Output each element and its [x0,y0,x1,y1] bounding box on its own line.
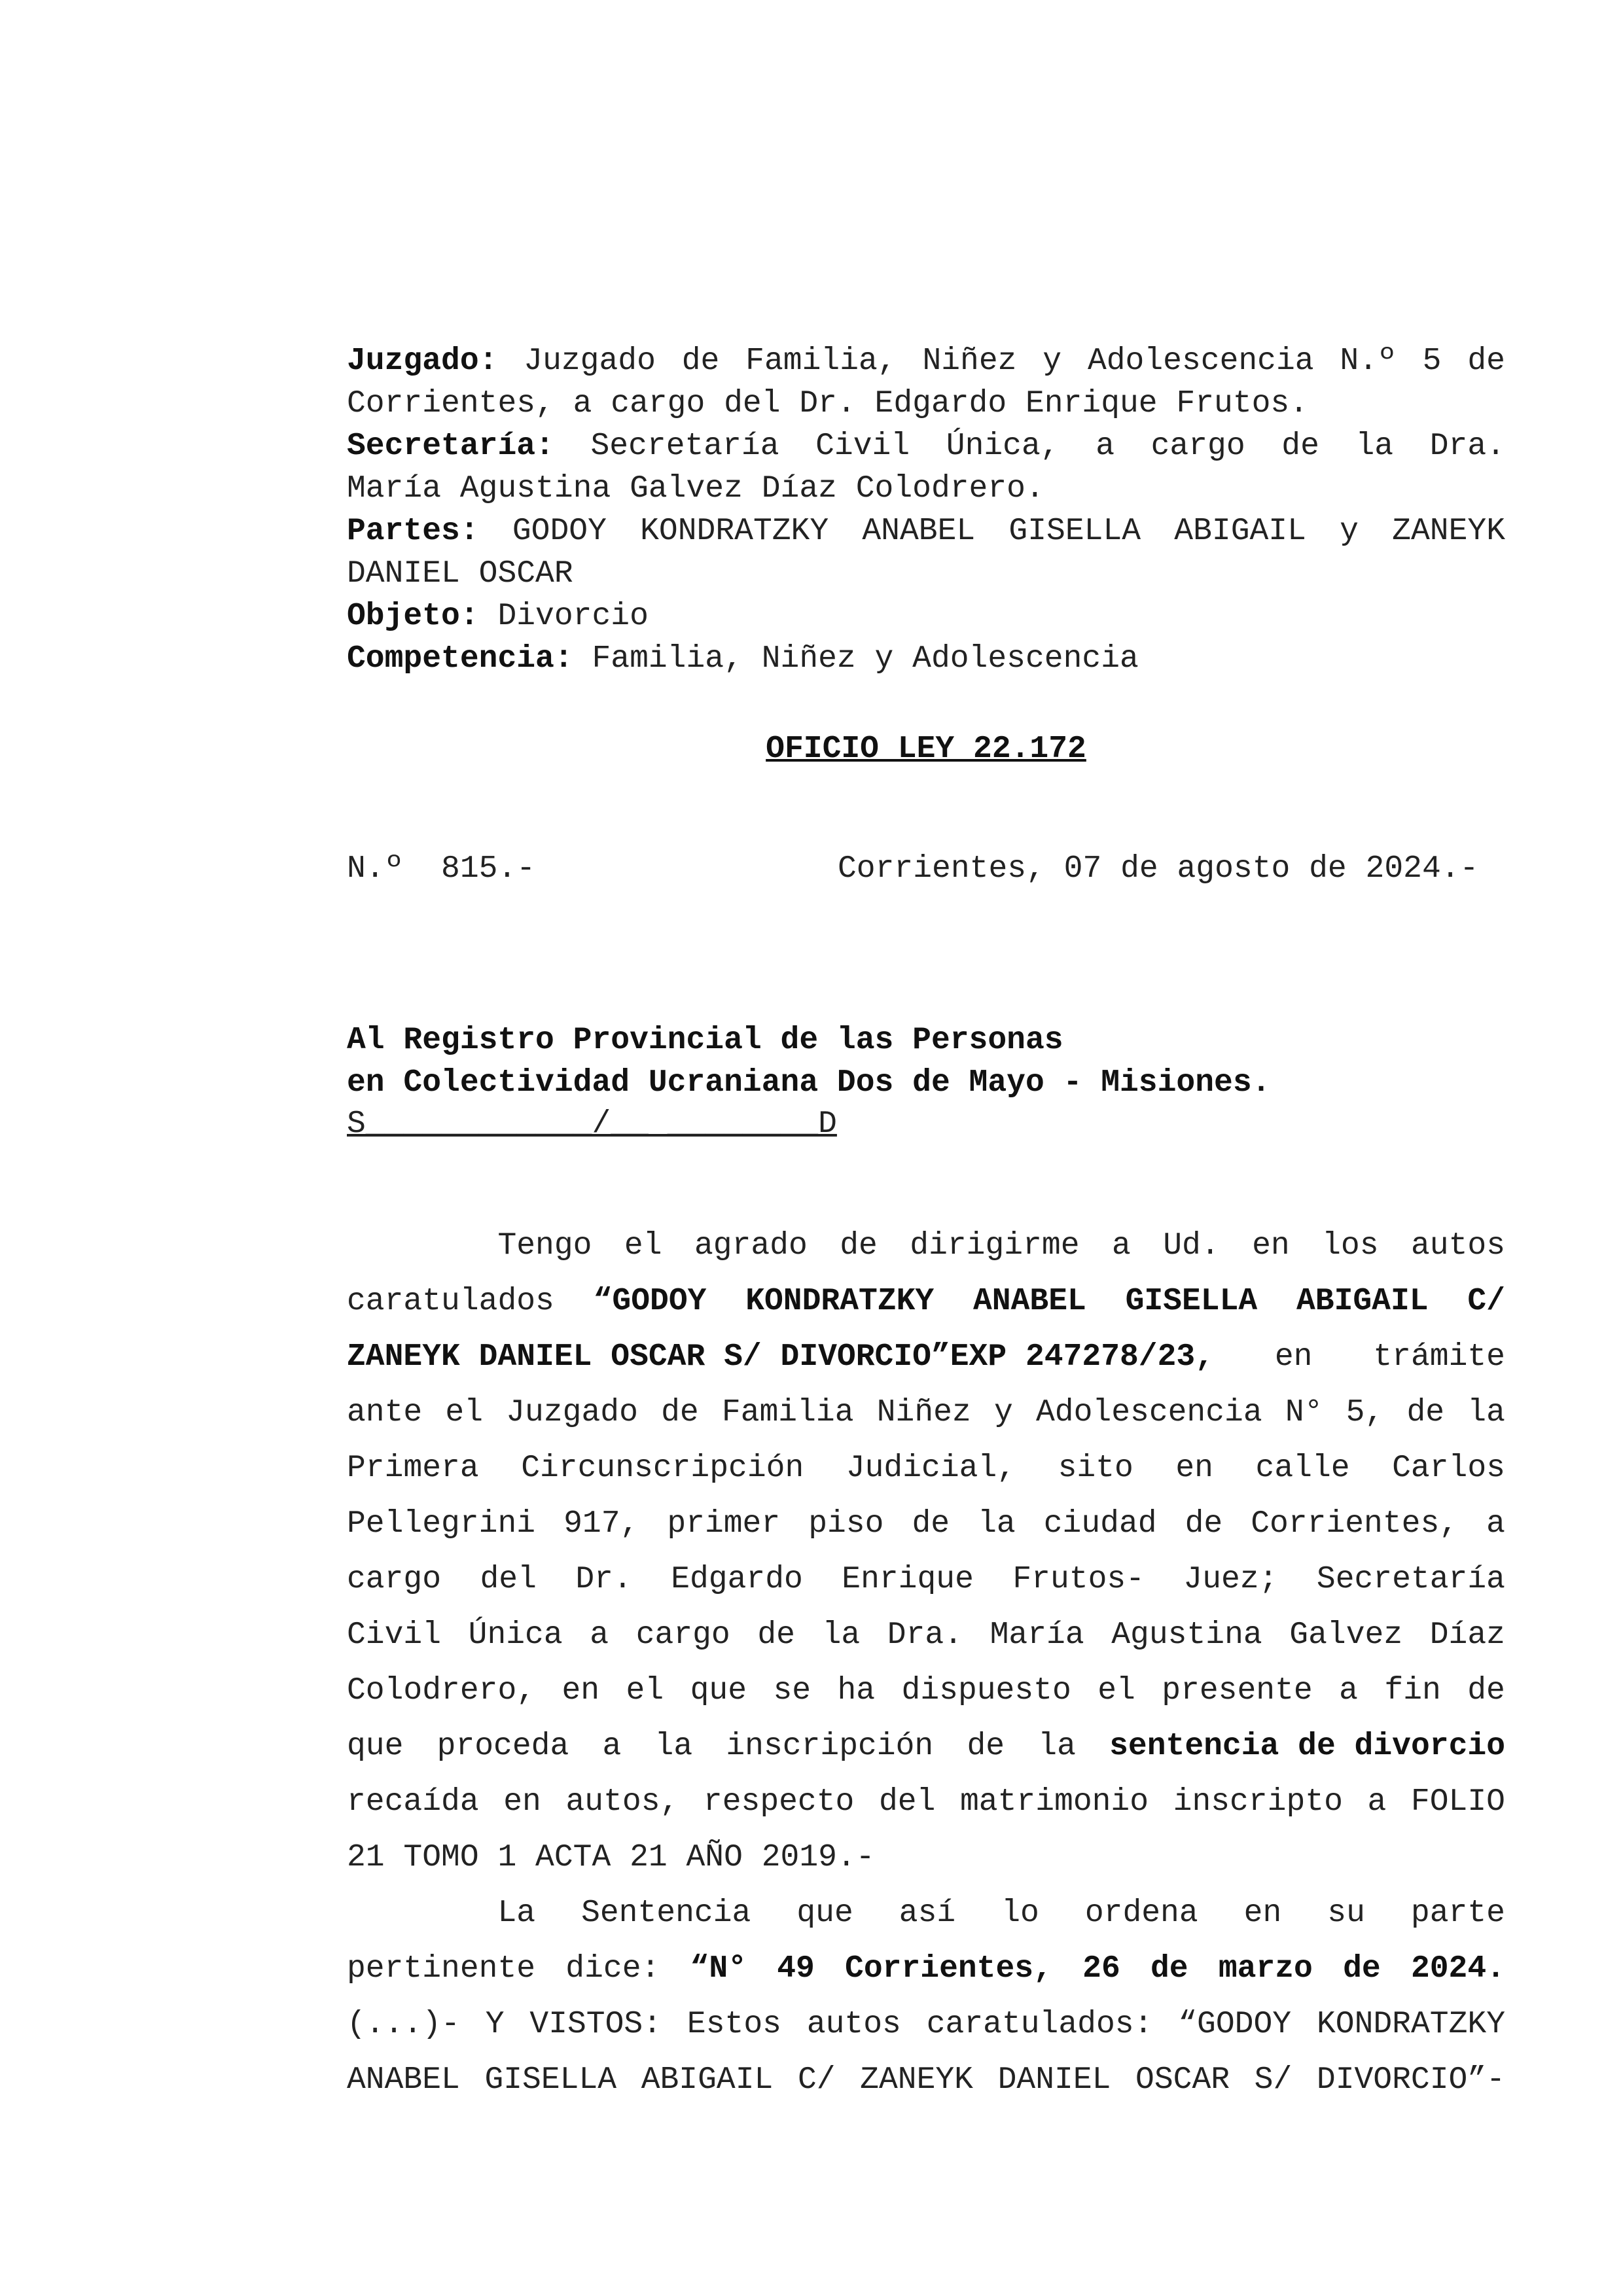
body-word: pertinente [347,1951,536,1987]
body-word: la [654,1729,693,1764]
body-word: de [912,1506,950,1542]
body-word: Juzgado [506,1395,638,1430]
body-word: “GODOY [593,1284,707,1319]
header-word: 5 [1422,344,1442,379]
body-word: ZANEYK DANIEL OSCAR S/ DIVORCIO”EXP 247278/23, [347,1339,1215,1375]
body-word: ANABEL [972,1284,1086,1319]
body-word: C/ [797,2062,836,2098]
body-word: KONDRATZKY [1316,2007,1505,2042]
body-word: sito [1058,1451,1133,1486]
oficio-body [347,1218,1505,2108]
body-word: trámite [1373,1339,1505,1375]
body-word: Y [485,2007,505,2042]
body-word: inscripción [726,1729,934,1764]
header-word: y [1043,344,1062,379]
body-word: piso [808,1506,884,1542]
body-word: del [480,1562,537,1597]
body-word: recaída [347,1784,479,1820]
body-word: de [661,1395,699,1430]
competencia-line [347,638,1505,680]
body-word: 2024. [1410,1951,1505,1987]
juzgado-line-2: Corrientes, a cargo del Dr. Edgardo Enrique Frutos. [347,386,1309,421]
header-word: y [1340,514,1359,549]
body-line [347,1775,1505,1830]
body-word: que [796,1896,853,1931]
body-word: ABIGAIL [1296,1284,1429,1319]
body-word: presente [1162,1673,1313,1708]
body-word: en [1175,1451,1213,1486]
header-word: ANABEL [862,514,976,549]
body-line [347,1997,1505,2053]
header-word: GISELLA [1008,514,1141,549]
body-word: de [1150,1951,1188,1987]
body-word: ordena [1084,1896,1198,1931]
body-word: Pellegrini [347,1506,536,1542]
body-word: así [899,1896,956,1931]
body-word: la [978,1506,1016,1542]
body-word: VISTOS: [529,2007,662,2042]
objeto-label: Objeto: [347,599,479,634]
body-word: KONDRATZKY [745,1284,935,1319]
body-word: en [1252,1228,1290,1263]
body-word: María [990,1617,1084,1653]
body-word: de [1406,1395,1445,1430]
body-word: proceda [437,1729,569,1764]
header-word: Juzgado [524,344,656,379]
body-line [347,1886,1505,1941]
body-word: OSCAR [1135,2062,1230,2098]
body-word: en [562,1673,600,1708]
body-word: en [503,1784,541,1820]
body-word: respecto [703,1784,855,1820]
body-word: la [1467,1395,1505,1430]
body-word: Civil [347,1617,442,1653]
body-word: Estos [687,2007,781,2042]
header-word: Dra. [1429,429,1505,464]
body-word: DIVORCIO”- [1316,2062,1505,2098]
body-word: “N° [690,1951,747,1987]
body-word: autos, [565,1784,679,1820]
body-word: caratulados [347,1284,554,1319]
body-word: a [1367,1784,1387,1820]
body-word: agrado [694,1228,808,1263]
body-word: Judicial, [846,1451,1016,1486]
addressee-line-2: en Colectividad Ucraniana Dos de Mayo - Misiones. [347,1065,1271,1101]
body-word: ciudad [1043,1506,1157,1542]
body-word: de [757,1617,795,1653]
body-word: el [624,1228,662,1263]
body-line [347,1941,1505,1997]
header-word: a [1096,429,1115,464]
body-word: Corrientes, [1251,1506,1459,1542]
body-word: Juez; [1183,1562,1278,1597]
header-word: de [1467,344,1505,379]
header-word: la [1355,429,1394,464]
body-word: los [1322,1228,1379,1263]
body-word: Edgardo [671,1562,803,1597]
body-word: de [1185,1506,1223,1542]
body-word: dirigirme [910,1228,1080,1263]
body-word: Tengo [347,1228,592,1263]
body-word: a [1339,1673,1358,1708]
body-word: autos [806,2007,901,2042]
body-word: Familia [721,1395,854,1430]
oficio-number: N.º 815.- [347,851,536,887]
body-word: en [1243,1896,1282,1931]
body-word: el [1097,1673,1135,1708]
body-word: la [822,1617,861,1653]
body-word: el [626,1673,664,1708]
body-word: de [1343,1951,1381,1987]
body-line [347,1552,1505,1608]
body-word: ZANEYK [860,2062,973,2098]
body-word: que [690,1673,747,1708]
header-word: de [681,344,720,379]
header-word: Secretaría [590,429,779,464]
body-word: caratulados: [926,2007,1153,2042]
body-word: Niñez [876,1395,971,1430]
body-word: 49 [777,1951,815,1987]
body-word: Primera [347,1451,479,1486]
body-word: Enrique [842,1562,974,1597]
body-word: sentencia de divorcio [1109,1729,1505,1764]
header-word: N.º [1340,344,1397,379]
body-word: se [773,1673,812,1708]
partes-line-1 [347,510,1505,553]
body-word: fin [1384,1673,1441,1708]
body-word: ANABEL [347,2062,460,2098]
body-word: dice: [565,1951,660,1987]
body-word: Dr. [575,1562,632,1597]
body-word: cargo [347,1562,442,1597]
header-word: ABIGAIL [1174,514,1306,549]
body-line [347,1663,1505,1719]
addressee-line-1: Al Registro Provincial de las Personas [347,1023,1063,1058]
body-word: inscripto [1173,1784,1343,1820]
objeto-line [347,595,1505,638]
body-word: “GODOY [1178,2007,1292,2042]
body-line [347,1330,1505,1385]
header-word: cargo [1150,429,1245,464]
header-word: Adolescencia [1087,344,1314,379]
header-word: Familia, [745,344,897,379]
body-word: y [993,1395,1013,1430]
header-word: de [1281,429,1319,464]
objeto-value: Divorcio [478,599,649,634]
secretaria-line-1 [347,425,1505,468]
body-line [347,1274,1505,1330]
header-word: ZANEYK [1392,514,1505,549]
secretaria-line-2: María Agustina Galvez Díaz Colodrero. [347,471,1044,506]
body-word: marzo [1218,1951,1313,1987]
body-word: en [1274,1339,1313,1375]
body-word: N° [1285,1395,1323,1430]
body-line [347,1608,1505,1663]
header-word: GODOY [512,514,607,549]
body-word: Carlos [1392,1451,1505,1486]
juzgado-line-1 [347,340,1505,383]
body-word: Corrientes, [845,1951,1052,1987]
partes-label: Partes: [347,514,479,549]
competencia-value: Familia, Niñez y Adolescencia [573,641,1139,677]
body-word: DANIEL [997,2062,1111,2098]
body-word: de [1467,1673,1505,1708]
body-word: ABIGAIL [641,2062,774,2098]
case-header [347,340,1505,680]
body-word: S/ [1254,2062,1293,2098]
body-word: su [1327,1896,1365,1931]
body-word: a [590,1617,609,1653]
body-word: del [878,1784,936,1820]
body-word: 26 [1082,1951,1120,1987]
body-word: a [1486,1506,1505,1542]
body-word: Dra. [887,1617,963,1653]
body-word: el [445,1395,484,1430]
body-word: 917, [563,1506,639,1542]
body-word: la [1038,1729,1076,1764]
body-word: cargo [635,1617,730,1653]
body-word: ha [837,1673,876,1708]
body-line [347,1830,1505,1886]
body-word: (...)- [347,2007,460,2042]
body-word: C/ [1467,1284,1505,1319]
body-line [347,1441,1505,1496]
body-word: a [1111,1228,1131,1263]
juzgado-label: Juzgado: [347,344,498,379]
body-line [347,1218,1505,1274]
body-word: que [347,1729,404,1764]
body-word: de [840,1228,878,1263]
document-page [347,0,1505,2296]
body-word: GISELLA [484,2062,617,2098]
body-word: La [347,1896,536,1931]
body-word: Frutos- [1012,1562,1145,1597]
addressee-block [347,1019,1505,1104]
body-word: Díaz [1429,1617,1505,1653]
body-word: Galvez [1289,1617,1403,1653]
body-word: parte [1410,1896,1505,1931]
body-word: Colodrero, [347,1673,536,1708]
body-word: de [967,1729,1005,1764]
body-word: Secretaría [1316,1562,1505,1597]
body-word: Ud. [1163,1228,1220,1263]
header-word: Civil [815,429,910,464]
partes-line-2: DANIEL OSCAR [347,556,573,592]
body-word: dispuesto [901,1673,1071,1708]
body-word: calle [1255,1451,1350,1486]
body-word: ante [347,1395,423,1430]
body-word: 21 TOMO 1 ACTA 21 AÑO 2019.- [347,1840,875,1875]
body-line [347,1385,1505,1441]
secretaria-label: Secretaría: [347,429,554,464]
body-line [347,2053,1505,2108]
body-word: matrimonio [959,1784,1149,1820]
body-word: Circunscripción [521,1451,804,1486]
body-word: Sentencia [581,1896,751,1931]
body-word: 5, [1346,1395,1384,1430]
header-word: KONDRATZKY [640,514,829,549]
body-word: Adolescencia [1035,1395,1262,1430]
body-line [347,1496,1505,1552]
body-word: lo [1001,1896,1039,1931]
body-word: autos [1410,1228,1505,1263]
oficio-date: Corrientes, 07 de agosto de 2024.- [838,851,1479,887]
header-word: Niñez [922,344,1017,379]
body-word: primer [667,1506,781,1542]
body-word: Agustina [1111,1617,1262,1653]
body-line [347,1719,1505,1775]
competencia-label: Competencia: [347,641,573,677]
document-title: OFICIO LEY 22.172 [766,732,1086,767]
header-word: Única, [946,429,1060,464]
body-word: FOLIO [1410,1784,1505,1820]
su-despacho-line: S____________/__ ________D [347,1106,837,1142]
body-word: a [602,1729,622,1764]
body-word: GISELLA [1125,1284,1258,1319]
body-word: Única [468,1617,563,1653]
